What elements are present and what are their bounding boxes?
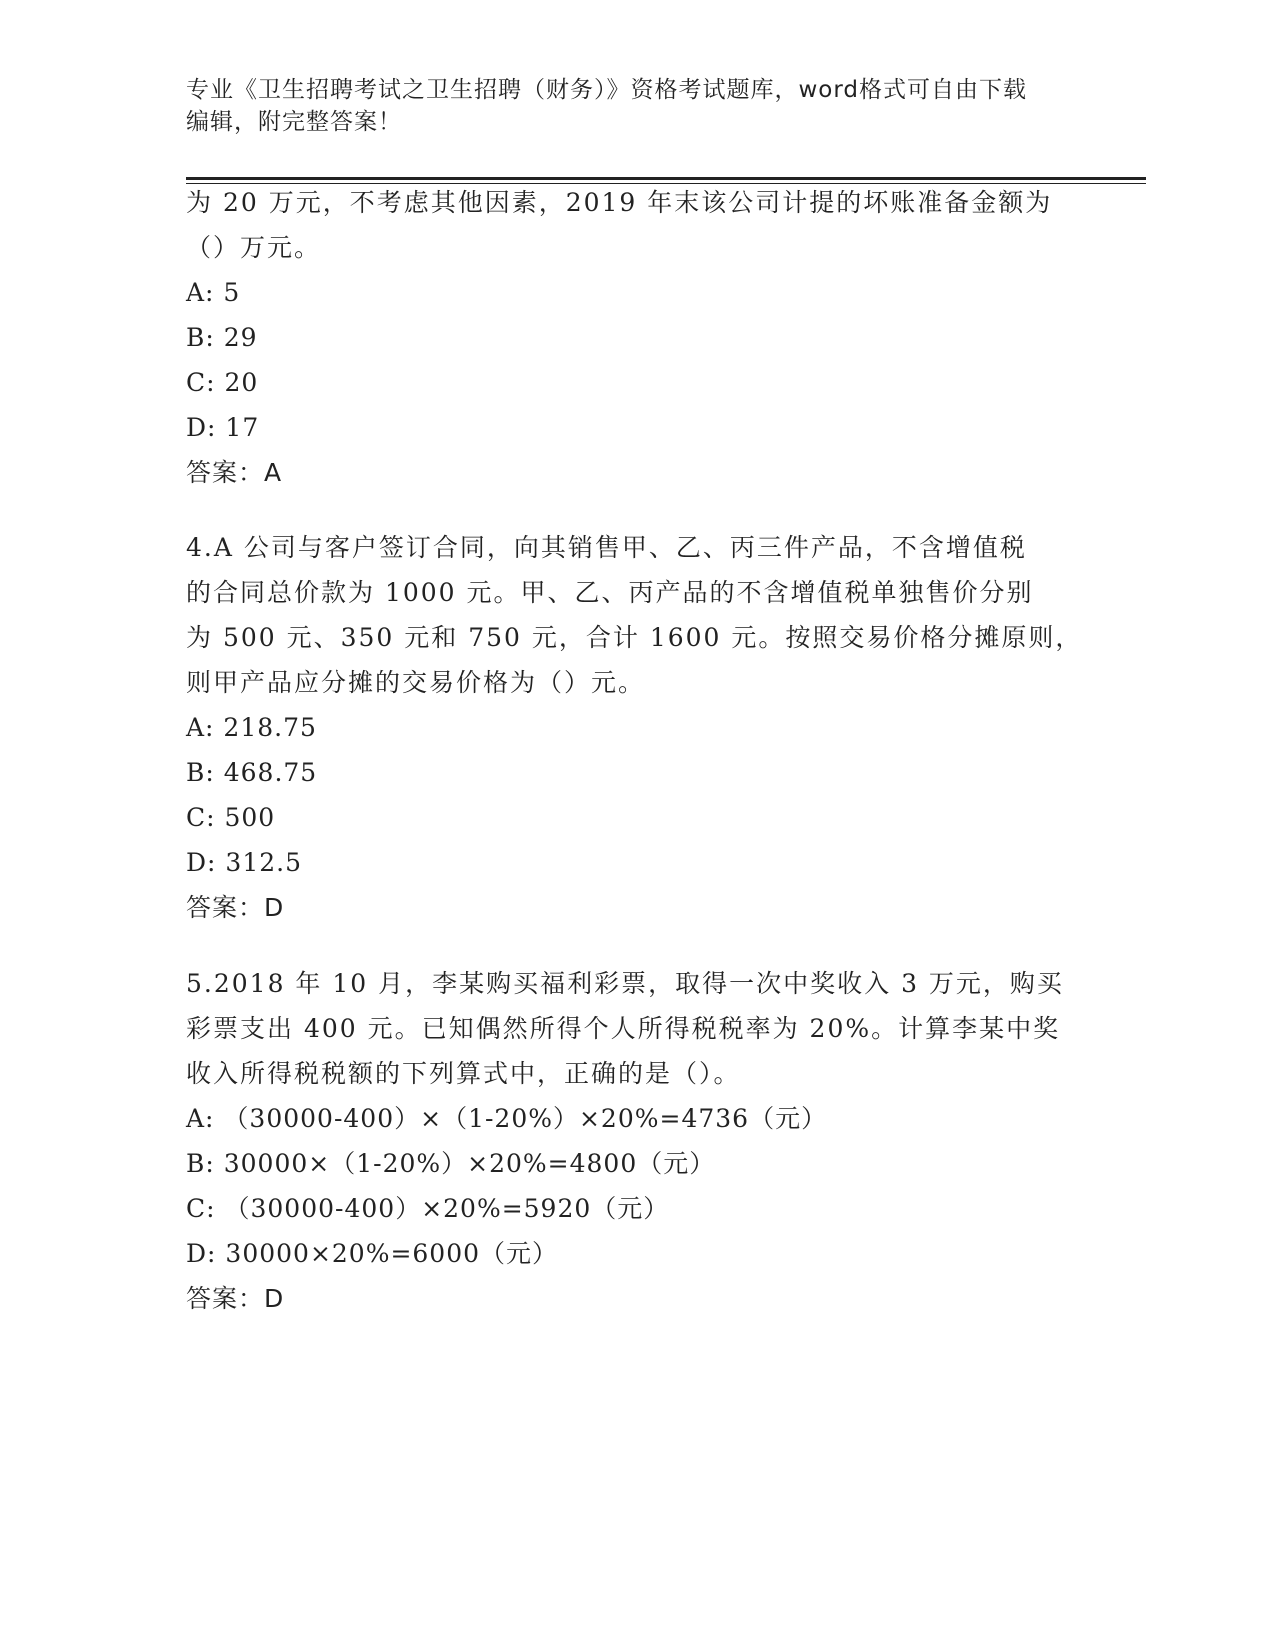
question-3-answer: 答案：A: [186, 458, 283, 487]
question-3-option-b: B: 29: [186, 323, 258, 352]
question-4-line-3: 为 500 元、350 元和 750 元，合计 1600 元。按照交易价格分摊原则，: [186, 623, 1083, 652]
header-line-1: 专业《卫生招聘考试之卫生招聘（财务）》资格考试题库，word格式可自由下载: [186, 77, 1028, 103]
question-5-option-a: A: （30000-400）×（1-20%）×20%=4736（元）: [186, 1104, 828, 1133]
question-5-option-b: B: 30000×（1-20%）×20%=4800（元）: [186, 1149, 716, 1178]
question-4-line-2: 的合同总价款为 1000 元。甲、乙、丙产品的不含增值税单独售价分别: [186, 578, 1034, 607]
question-5-answer: 答案：D: [186, 1284, 285, 1313]
question-5-option-d: D: 30000×20%=6000（元）: [186, 1239, 559, 1268]
question-4-line-1: 4.A 公司与客户签订合同，向其销售甲、乙、丙三件产品，不含增值税: [186, 533, 1027, 562]
question-5-option-c: C: （30000-400）×20%=5920（元）: [186, 1194, 670, 1223]
question-3-option-d: D: 17: [186, 413, 260, 442]
question-4-line-4: 则甲产品应分摊的交易价格为（）元。: [186, 668, 646, 697]
question-4-answer: 答案：D: [186, 893, 285, 922]
question-3-option-c: C: 20: [186, 368, 259, 397]
question-4-option-a: A: 218.75: [186, 713, 317, 742]
question-5: [186, 961, 1076, 1321]
question-5-line-3: 收入所得税税额的下列算式中，正确的是（）。: [186, 1059, 741, 1088]
question-5-line-2: 彩票支出 400 元。已知偶然所得个人所得税税率为 20%。计算李某中奖: [186, 1014, 1061, 1043]
question-3-line-2: （）万元。: [186, 233, 322, 262]
question-3-option-a: A: 5: [186, 278, 241, 307]
question-4: [186, 525, 1083, 930]
header-line-2: 编辑，附完整答案！: [186, 109, 402, 135]
question-5-line-1: 5.2018 年 10 月，李某购买福利彩票，取得一次中奖收入 3 万元，购买: [186, 969, 1064, 998]
document-header: [186, 74, 1066, 138]
question-3: [186, 180, 1076, 495]
question-4-option-d: D: 312.5: [186, 848, 302, 877]
question-4-option-c: C: 500: [186, 803, 276, 832]
question-4-option-b: B: 468.75: [186, 758, 318, 787]
question-3-line-1: 为 20 万元，不考虑其他因素，2019 年末该公司计提的坏账准备金额为: [186, 188, 1053, 217]
